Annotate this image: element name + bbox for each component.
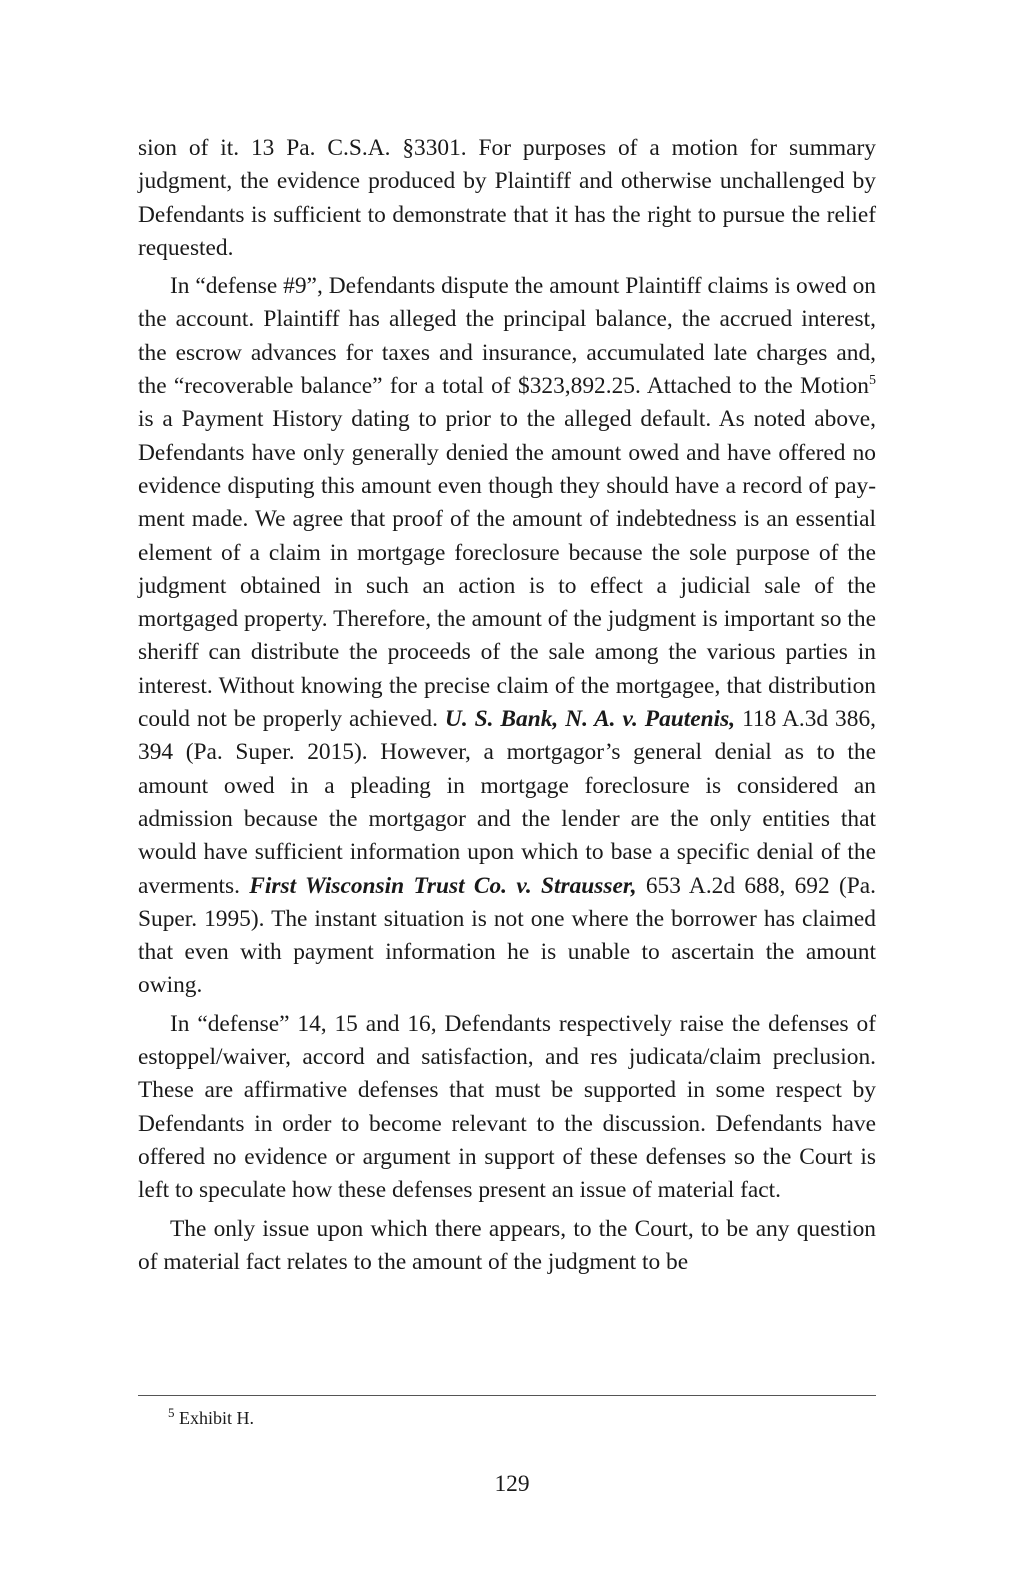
paragraph-2 (138, 270, 876, 1003)
paragraph-1: sion of it. 13 Pa. C.S.A. §3301. For purposes of a motion for summary judgment, the evidence produced by Plaintiff and otherwise unchallenged by Defendants is sufficient to demonstrate that it has the right to pursue the relief requested. (138, 135, 876, 261)
footnote-reference: 5 (869, 373, 876, 389)
paragraph-2-text-b: is a Payment History dating to prior to the alleged default. As noted above, Defendants have only generally denied the amount owed and have offered no evidence disputing this amount even though they should have a record of payment made. We agree that proof of the amount of indebtedness is an essential element of a claim in mortgage foreclosure because the sole purpose of the judgment obtained in such an action is to effect a judicial sale of the mortgaged property. Therefore, the amount of the judgment is important so the sheriff can distribute the proceeds of the sale among the various parties in interest. Without knowing the precise claim of the mortgagee, that distribution could not be properly achieved. (138, 406, 876, 733)
paragraph-4: The only issue upon which there appears, to the Court, to be any question of material fact relates to the amount of the judgment to be (138, 1215, 876, 1275)
case-citation-strausser: First Wisconsin Trust Co. v. Strausser, (249, 872, 637, 899)
paragraph-2-text-d: 653 A.2d 688, 692 (Pa. Super. 1995). The instant situation is not one where the borrower has claimed that even with payment information he is unable to ascertain the amount owing. (138, 872, 876, 999)
case-citation-pautenis: U. S. Bank, N. A. v. Pautenis, (444, 706, 736, 733)
paragraph-3: In “defense” 14, 15 and 16, Defendants respectively raise the defenses of estoppel/waiver, accord and satisfaction, and res judicata/​claim preclusion. These are affirmative defenses that must be supported in some respect by Defendants in order to become relevant to the discussion. Defendants have offered no evidence or argument in support of these defenses so the Court is left to speculate how these defenses present an issue of material fact. (138, 1010, 876, 1204)
page-number: 129 (494, 1471, 530, 1497)
footnote-divider (138, 1395, 876, 1396)
paragraph-2-text-a: In “defense #9”, Defendants dispute the amount Plaintiff claims is owed on the account. Plaintiff has alleged the principal balance, the accrued interest, the escrow advances for taxes and insurance, accumulated late charges and, the “recoverable balance” for a total of $323,892.25. Attached to the Motion (138, 273, 876, 400)
footnote-text: Exhibit H. (179, 1408, 254, 1428)
footnote-number: 5 (168, 1405, 175, 1420)
page-body (138, 132, 876, 1279)
footnote (168, 1406, 254, 1430)
paragraph-2-text-c: 118 A.3d 386, 394 (Pa. Super. 2015). However, a mortgagor’s general denial as to the amount owed in a pleading in mortgage foreclosure is considered an admission because the mortgagor and the lender are the only entities that would have sufficient information upon which to base a specific denial of the averments. (138, 706, 876, 899)
